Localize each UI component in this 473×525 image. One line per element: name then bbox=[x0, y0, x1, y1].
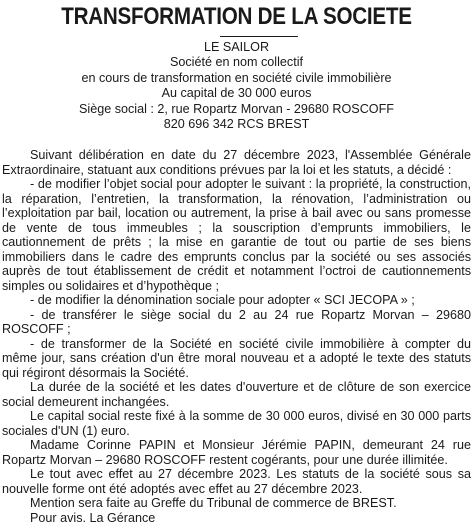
paragraph-effective-date: Le tout avec effet au 27 décembre 2023. Les statuts de la société sous sa nouvelle forme ont été adoptés avec effet au 27 décembre 2023. bbox=[2, 467, 471, 496]
paragraph-seat-transfer: - de transférer le siège social du 2 au 24 rue Ropartz Morvan – 29680 ROSCOFF ; bbox=[2, 308, 471, 337]
paragraph-transformation: - de transformer de la Société en société civile immobilière à compter du même jour, sans création d'un être moral nouveau et a adopté le texte des statuts qui régiront désormais la Société. bbox=[2, 337, 471, 381]
paragraph-deliberation: Suivant délibération en date du 27 décembre 2023, l'Assemblée Générale Extraordinaire, statuant aux conditions prévues par la loi et les statuts, a décidé : bbox=[2, 148, 471, 177]
paragraph-signature: Pour avis. La Gérance bbox=[2, 511, 471, 525]
company-registration: 820 696 342 RCS BREST bbox=[0, 117, 473, 132]
notice-body bbox=[2, 148, 471, 525]
paragraph-registry: Mention sera faite au Greffe du Tribunal de commerce de BREST. bbox=[2, 496, 471, 511]
notice-title: TRANSFORMATION DE LA SOCIETE bbox=[33, 3, 440, 31]
company-form: Société en nom collectif bbox=[0, 55, 473, 70]
company-status: en cours de transformation en société civile immobilière bbox=[0, 71, 473, 86]
paragraph-name-change: - de modifier la dénomination sociale pour adopter « SCI JECOPA » ; bbox=[2, 293, 471, 308]
paragraph-managers: Madame Corinne PAPIN et Monsieur Jérémie PAPIN, demeurant 24 rue Ropartz Morvan – 29680 ROSCOFF restent cogérants, pour une durée illimitée. bbox=[2, 438, 471, 467]
company-capital: Au capital de 30 000 euros bbox=[0, 86, 473, 101]
title-divider bbox=[220, 36, 298, 37]
paragraph-capital: Le capital social reste fixé à la somme de 30 000 euros, divisé en 30 000 parts sociales d'UN (1) euro. bbox=[2, 409, 471, 438]
paragraph-social-object: - de modifier l’objet social pour adopter le suivant : la propriété, la construction, la réparation, l’entretien, la transformation, la rénovation, l’administration ou l’exploitation par bail, location ou autrement, la prise à bail avec ou sans promesse de vente de tous immeubles ; la souscription d’emprunts immobiliers, le cautionnement de prêts ; la mise en garantie de tout ou partie de ses biens immobiliers dans le cadre des emprunts conclus par la société ou ses associés auprès de tout établissement de crédit et notamment l’octroi de cautionnements simples ou solidaires et d’hypothèque ; bbox=[2, 177, 471, 293]
company-header bbox=[0, 40, 473, 132]
company-address: Siège social : 2, rue Ropartz Morvan - 29680 ROSCOFF bbox=[0, 102, 473, 117]
company-name: LE SAILOR bbox=[0, 40, 473, 55]
paragraph-duration: La durée de la société et les dates d'ouverture et de clôture de son exercice social demeurent inchangées. bbox=[2, 380, 471, 409]
